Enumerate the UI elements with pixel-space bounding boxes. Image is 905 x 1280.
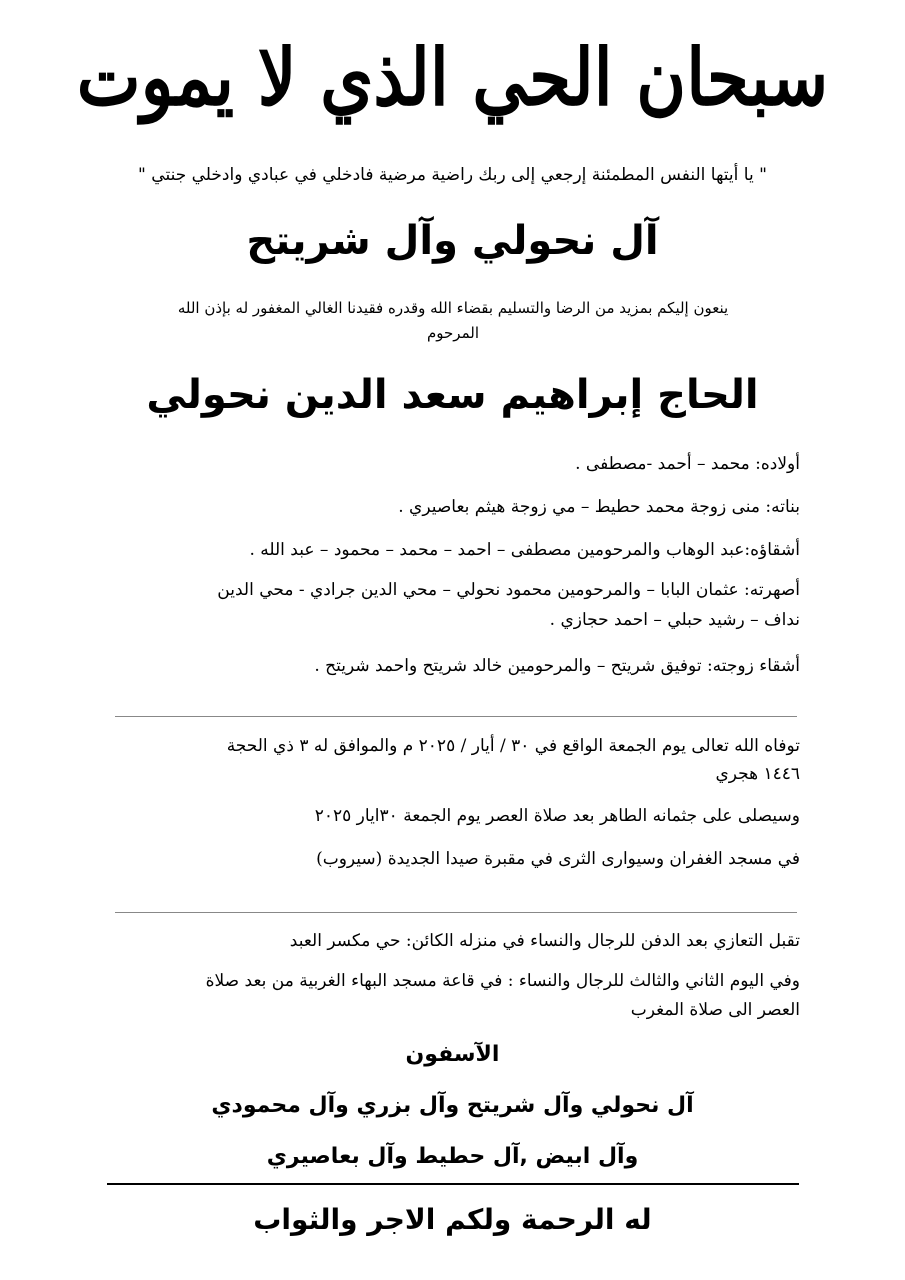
deceased-name: الحاج إبراهيم سعد الدين نحولي xyxy=(146,372,759,418)
intro-line-1: ينعون إليكم بمزيد من الرضا والتسليم بقضاء الله وقدره فقيدنا الغالي المغفور له بإذن الله xyxy=(177,299,729,317)
sons-line: أولاده: محمد – أحمد -مصطفى . xyxy=(575,454,800,474)
mourners-label: الآسفون xyxy=(405,1042,500,1067)
condolences-line-1: تقبل التعازي بعد الدفن للرجال والنساء في منزله الكائن: حي مكسر العبد xyxy=(289,931,800,951)
intro-line-2: المرحوم xyxy=(427,324,479,342)
condolences-line-2a: وفي اليوم الثاني والثالث للرجال والنساء : في قاعة مسجد البهاء الغربية من بعد صلاة xyxy=(205,971,800,991)
burial-line: في مسجد الغفران وسيوارى الثرى في مقبرة صيدا الجديدة (سيروب) xyxy=(316,849,800,869)
siblings-line: أشقاؤه:عبد الوهاب والمرحومين مصطفى – احمد – محمد – محمود – عبد الله . xyxy=(249,540,800,560)
daughters-line: بناته: منى زوجة محمد حطيط – مي زوجة هيثم بعاصيري . xyxy=(398,497,800,517)
wife-siblings-line: أشقاء زوجته: توفيق شريتح – والمرحومين خالد شريتح واحمد شريتح . xyxy=(314,656,800,676)
death-line-1: توفاه الله تعالى يوم الجمعة الواقع في ٣٠ / أيار / ٢٠٢٥ م والموافق له ٣ ذي الحجة xyxy=(226,736,800,756)
mourners-families-line-1: آل نحولي وآل شريتح وآل بزري وآل محمودي xyxy=(211,1093,694,1118)
quran-verse: " يا أيتها النفس المطمئنة إرجعي إلى ربك راضية مرضية فادخلي في عبادي وادخلي جنتي " xyxy=(138,165,767,185)
families-title: آل نحولي وآل شريتح xyxy=(246,218,659,264)
condolences-line-2b: العصر الى صلاة المغرب xyxy=(630,1000,800,1020)
death-line-2: ١٤٤٦ هجري xyxy=(715,764,800,784)
divider-bottom xyxy=(107,1183,799,1185)
mourners-families-line-2: وآل ابيض ,آل حطيط وآل بعاصيري xyxy=(266,1144,639,1169)
closing-line: له الرحمة ولكم الاجر والثواب xyxy=(253,1203,652,1236)
intro-text xyxy=(118,296,788,346)
inlaws-line-1: أصهرته: عثمان البابا – والمرحومين محمود نحولي – محي الدين جرادي - محي الدين xyxy=(217,580,800,600)
header-calligraphy xyxy=(76,8,829,148)
divider-middle xyxy=(115,912,797,913)
calligraphy-text: سبحان الحي الذي لا يموت xyxy=(76,32,829,124)
funeral-prayer-line: وسيصلى على جثمانه الطاهر بعد صلاة العصر يوم الجمعة ٣٠ايار ٢٠٢٥ xyxy=(314,806,800,826)
inlaws-line-2: نداف – رشيد حبلي – احمد حجازي . xyxy=(549,610,800,630)
divider-top xyxy=(115,716,797,717)
